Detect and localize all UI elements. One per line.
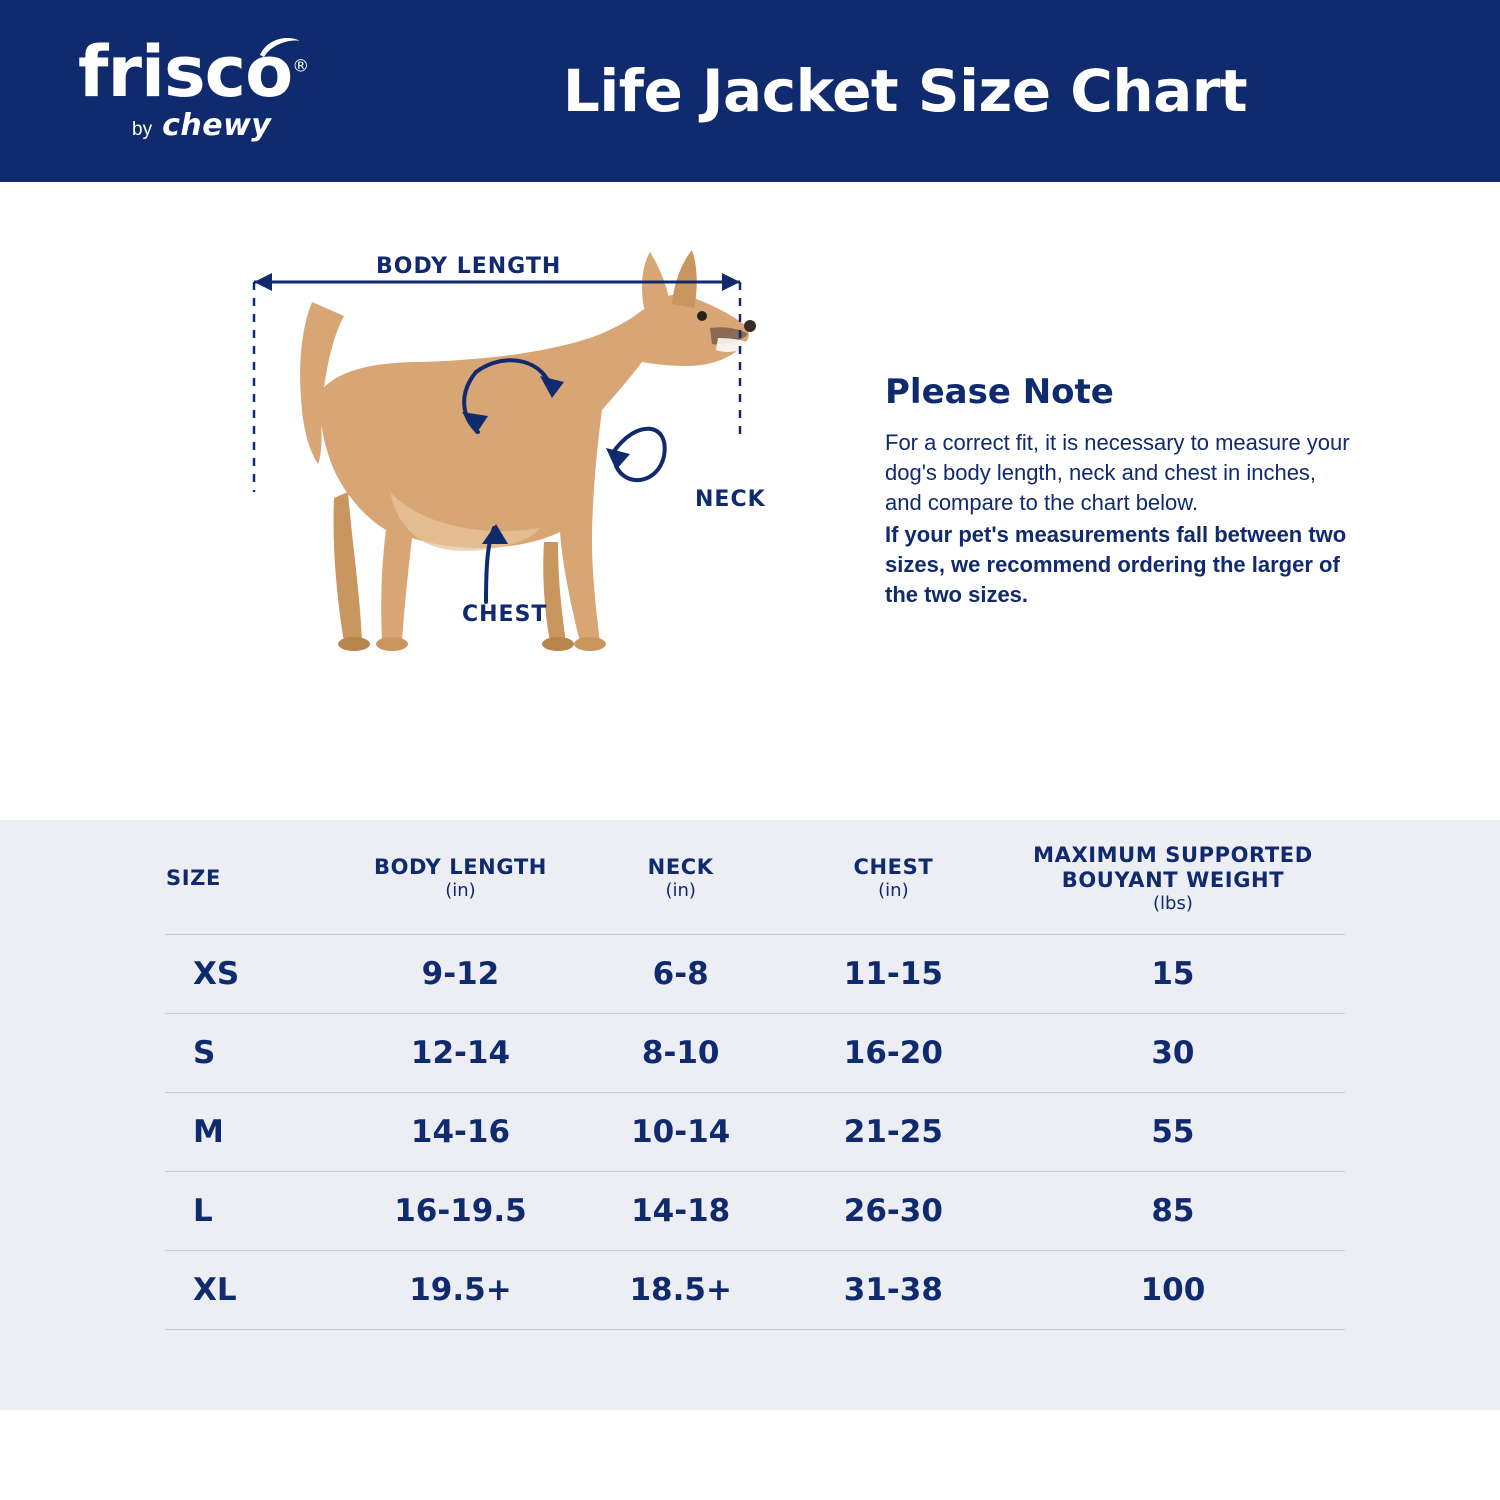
note-heading: Please Note (885, 372, 1114, 412)
size-chart-table (165, 842, 1345, 1330)
cell-chest: 26-30 (786, 1171, 1001, 1250)
column-header-chest (786, 842, 1001, 934)
illustration-section (0, 182, 1500, 820)
cell-chest: 31-38 (786, 1250, 1001, 1329)
cell-neck: 6-8 (576, 934, 786, 1013)
cell-chest: 16-20 (786, 1013, 1001, 1092)
registered-trademark-icon: ® (292, 56, 309, 77)
column-header-neck (576, 842, 786, 934)
label-chest: CHEST (462, 602, 548, 627)
swoosh-icon (258, 33, 302, 59)
cell-weight: 30 (1001, 1013, 1345, 1092)
cell-chest: 11-15 (786, 934, 1001, 1013)
logo-text: frisco (78, 31, 293, 114)
column-header-body-length (345, 842, 575, 934)
cell-weight: 15 (1001, 934, 1345, 1013)
cell-body-length: 16-19.5 (345, 1171, 575, 1250)
note-paragraph: For a correct fit, it is necessary to measure your dog's body length, neck and chest in inches, and compare to the chart below. (885, 430, 1350, 515)
column-header-body-length-unit: (in) (445, 880, 476, 902)
column-header-body-length-label: BODY LENGTH (373, 855, 547, 880)
table-row (165, 1092, 1345, 1171)
cell-size: XL (165, 1250, 345, 1329)
cell-body-length: 9-12 (345, 934, 575, 1013)
cell-size: XS (165, 934, 345, 1013)
dog-measurement-diagram (240, 242, 840, 742)
column-header-neck-label: NECK (647, 855, 714, 880)
table-row (165, 1171, 1345, 1250)
column-header-neck-unit: (in) (665, 880, 696, 902)
cell-size: S (165, 1013, 345, 1092)
logo-by-label: by (132, 118, 153, 140)
cell-weight: 85 (1001, 1171, 1345, 1250)
table-row (165, 934, 1345, 1013)
cell-chest: 21-25 (786, 1092, 1001, 1171)
column-header-weight-unit: (lbs) (1153, 892, 1193, 914)
label-neck: NECK (695, 487, 766, 512)
page-header (0, 0, 1500, 182)
cell-weight: 100 (1001, 1250, 1345, 1329)
cell-body-length: 12-14 (345, 1013, 575, 1092)
table-row (165, 1250, 1345, 1329)
column-header-chest-label: CHEST (853, 855, 934, 880)
cell-body-length: 19.5+ (345, 1250, 575, 1329)
table-row (165, 1013, 1345, 1092)
footer-spacer (0, 1410, 1500, 1500)
cell-neck: 18.5+ (576, 1250, 786, 1329)
column-header-size-label: SIZE (166, 866, 221, 890)
cell-size: M (165, 1092, 345, 1171)
cell-size: L (165, 1171, 345, 1250)
column-header-weight (1001, 842, 1345, 934)
column-header-chest-unit: (in) (878, 880, 909, 902)
logo-wordmark (78, 31, 309, 114)
column-header-weight-label: MAXIMUM SUPPORTED BOUYANT WEIGHT (1033, 843, 1313, 892)
please-note-block (885, 372, 1355, 609)
brand-logo (0, 31, 430, 143)
label-body-length: BODY LENGTH (376, 254, 562, 279)
column-header-size (165, 842, 345, 934)
cell-neck: 8-10 (576, 1013, 786, 1092)
cell-body-length: 14-16 (345, 1092, 575, 1171)
note-paragraph-bold: If your pet's measurements fall between two sizes, we recommend ordering the larger of the two sizes. (885, 521, 1347, 607)
cell-neck: 10-14 (576, 1092, 786, 1171)
page-title: Life Jacket Size Chart (562, 57, 1248, 125)
cell-neck: 14-18 (576, 1171, 786, 1250)
cell-weight: 55 (1001, 1092, 1345, 1171)
size-chart-section (0, 820, 1500, 1410)
logo-chewy-label: chewy (162, 107, 272, 143)
table-header-row (165, 842, 1345, 934)
